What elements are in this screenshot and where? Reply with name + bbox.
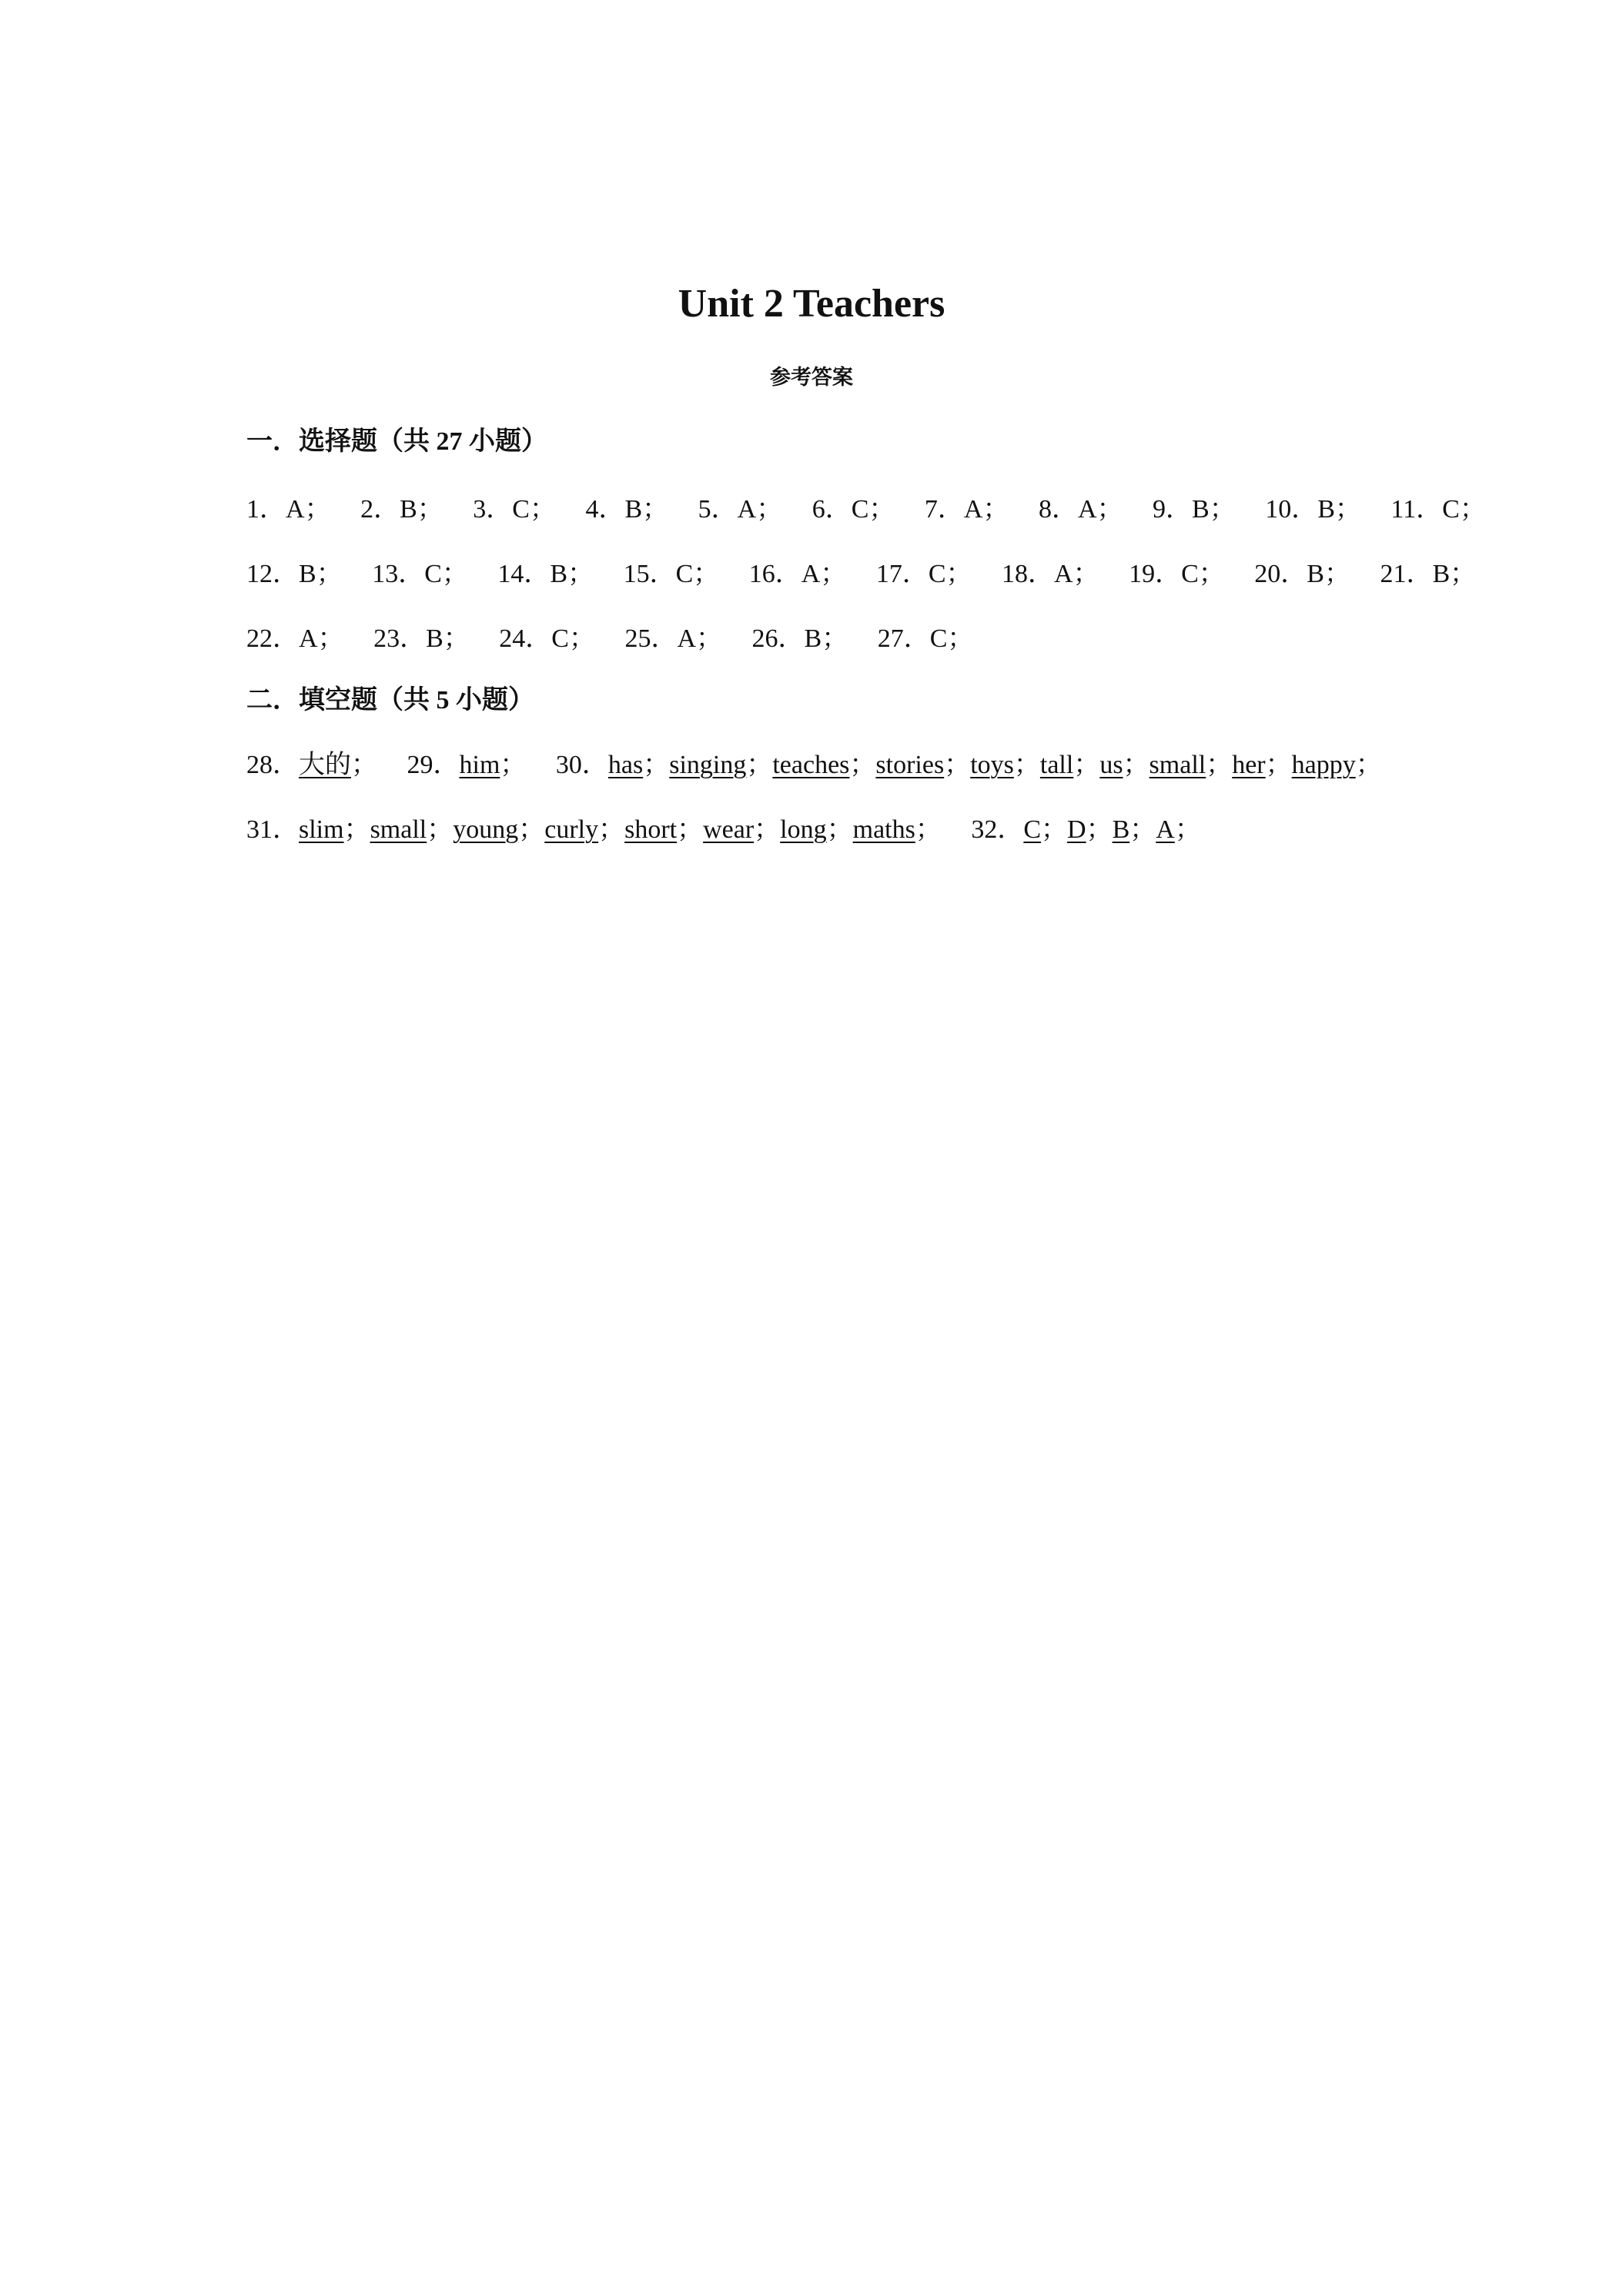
answer-item [971, 812, 1201, 848]
question-number: 24 ． [499, 624, 551, 653]
answer-value: B ； [1432, 560, 1476, 588]
question-number: 18 ． [1002, 560, 1054, 588]
answer-value: C ； [512, 495, 556, 524]
answer-value: long [780, 815, 827, 844]
answer-value: C ； [929, 560, 972, 588]
question-number: 12 ． [246, 560, 299, 588]
question-number: 30 ． [556, 751, 608, 779]
answer-value: A ； [964, 495, 1009, 524]
question-number: 1 ． [246, 495, 286, 524]
answer-value: B ； [1192, 495, 1236, 524]
answer-value: B ； [1317, 495, 1361, 524]
answer-value: curly [544, 815, 599, 844]
answer-item [556, 747, 1382, 784]
answer-item [360, 491, 443, 528]
question-number: 27 ． [878, 624, 930, 653]
question-number: 19 ． [1129, 560, 1181, 588]
answer-value: small [1149, 751, 1206, 779]
answer-value: B ； [1307, 560, 1350, 588]
answer-value: A ； [738, 495, 783, 524]
question-number: 22 ． [246, 624, 299, 653]
answer-value: small [370, 815, 427, 844]
answer-item [246, 812, 942, 848]
answer-value: maths [852, 815, 915, 844]
question-number: 21 ． [1380, 560, 1432, 588]
answer-value: C ； [551, 624, 595, 653]
question-number: 7 ． [925, 495, 964, 524]
answer-value: toys [970, 751, 1014, 779]
answer-line [246, 556, 1476, 593]
answer-value: teaches [772, 751, 850, 779]
answer-value: C [1023, 815, 1042, 844]
answer-value: tall [1039, 751, 1074, 779]
answer-item [1380, 556, 1476, 593]
answer-value: B ； [805, 624, 848, 653]
answer-item [624, 621, 722, 658]
answer-item [1129, 556, 1225, 593]
answer-value: young [453, 815, 519, 844]
answer-line [246, 491, 1486, 528]
answer-item [1254, 556, 1350, 593]
question-number: 3 ． [473, 495, 512, 524]
answer-item [878, 621, 974, 658]
answer-line [246, 747, 1382, 784]
question-number: 4 ． [585, 495, 624, 524]
answer-value: A ； [1054, 560, 1099, 588]
answer-item [1153, 491, 1236, 528]
page-title: Unit 2 Teachers [678, 282, 945, 326]
answer-item [1002, 556, 1099, 593]
answer-item [372, 556, 468, 593]
answer-item [246, 491, 331, 528]
answer-item [1390, 491, 1485, 528]
answer-item [749, 556, 847, 593]
question-number: 5 ． [698, 495, 738, 524]
answer-value: singing [669, 751, 747, 779]
question-number: 2 ． [360, 495, 400, 524]
answer-value: C ； [1442, 495, 1486, 524]
answer-item [373, 621, 470, 658]
answer-value: B ； [400, 495, 443, 524]
answer-value: B [1112, 815, 1130, 844]
question-number: 6 ． [812, 495, 852, 524]
question-number: 29 ． [407, 751, 460, 779]
answer-value: A ； [801, 560, 847, 588]
question-number: 16 ． [749, 560, 801, 588]
page-subtitle: 参考答案 [770, 366, 853, 389]
answer-item [246, 747, 377, 784]
answer-value: short [624, 815, 678, 844]
answer-value: A ； [299, 624, 344, 653]
answer-item [752, 621, 848, 658]
answer-value: D [1067, 815, 1086, 844]
question-number: 26 ． [752, 624, 805, 653]
answer-value: stories [875, 751, 945, 779]
answer-value: B ； [550, 560, 594, 588]
question-number: 23 ． [373, 624, 426, 653]
answer-item [1039, 491, 1123, 528]
answer-value: wear [703, 815, 755, 844]
answer-value: happy [1291, 751, 1356, 779]
answer-value: C ； [1181, 560, 1225, 588]
answer-value: C ； [930, 624, 974, 653]
answer-item [812, 491, 895, 528]
answer-value: B ； [426, 624, 470, 653]
answer-value: him [459, 751, 500, 779]
answer-value: has [607, 751, 644, 779]
answer-value: B ； [624, 495, 668, 524]
question-number: 14 ． [497, 560, 550, 588]
answer-item [497, 556, 594, 593]
answer-item [473, 491, 556, 528]
question-number: 32 ． [971, 815, 1023, 844]
answer-item [499, 621, 595, 658]
answer-item [407, 747, 527, 784]
answer-value: C ； [676, 560, 720, 588]
question-number: 11 ． [1390, 495, 1442, 524]
answer-value: slim [299, 815, 344, 844]
section-heading-fill: 二．填空题（共 5 小题） [246, 686, 534, 715]
question-number: 17 ． [876, 560, 929, 588]
answer-line [246, 621, 973, 658]
answer-value: B ； [299, 560, 343, 588]
answer-item [624, 556, 720, 593]
question-number: 10 ． [1265, 495, 1317, 524]
answer-item [925, 491, 1009, 528]
answer-item [876, 556, 972, 593]
question-number: 25 ． [624, 624, 677, 653]
answer-item [1265, 491, 1361, 528]
answer-value: C ； [852, 495, 895, 524]
answer-item [585, 491, 668, 528]
answer-value: A ； [1078, 495, 1123, 524]
answer-value: us [1099, 751, 1123, 779]
answer-item [246, 621, 344, 658]
answer-value: A ； [677, 624, 722, 653]
question-number: 9 ． [1153, 495, 1192, 524]
answer-item [698, 491, 783, 528]
question-number: 28 ． [246, 751, 299, 779]
answer-item [246, 556, 343, 593]
question-number: 15 ． [624, 560, 676, 588]
question-number: 20 ． [1254, 560, 1307, 588]
answer-line [246, 812, 1201, 848]
answer-value: her [1232, 751, 1266, 779]
answer-value: 大的 [299, 751, 351, 779]
section-heading-choice: 一．选择题（共 27 小题） [246, 427, 547, 456]
answer-value: C ； [424, 560, 468, 588]
question-number: 13 ． [372, 560, 424, 588]
question-number: 31 ． [246, 815, 299, 844]
answer-value: A [1156, 815, 1175, 844]
question-number: 8 ． [1039, 495, 1078, 524]
answer-value: A ； [286, 495, 331, 524]
